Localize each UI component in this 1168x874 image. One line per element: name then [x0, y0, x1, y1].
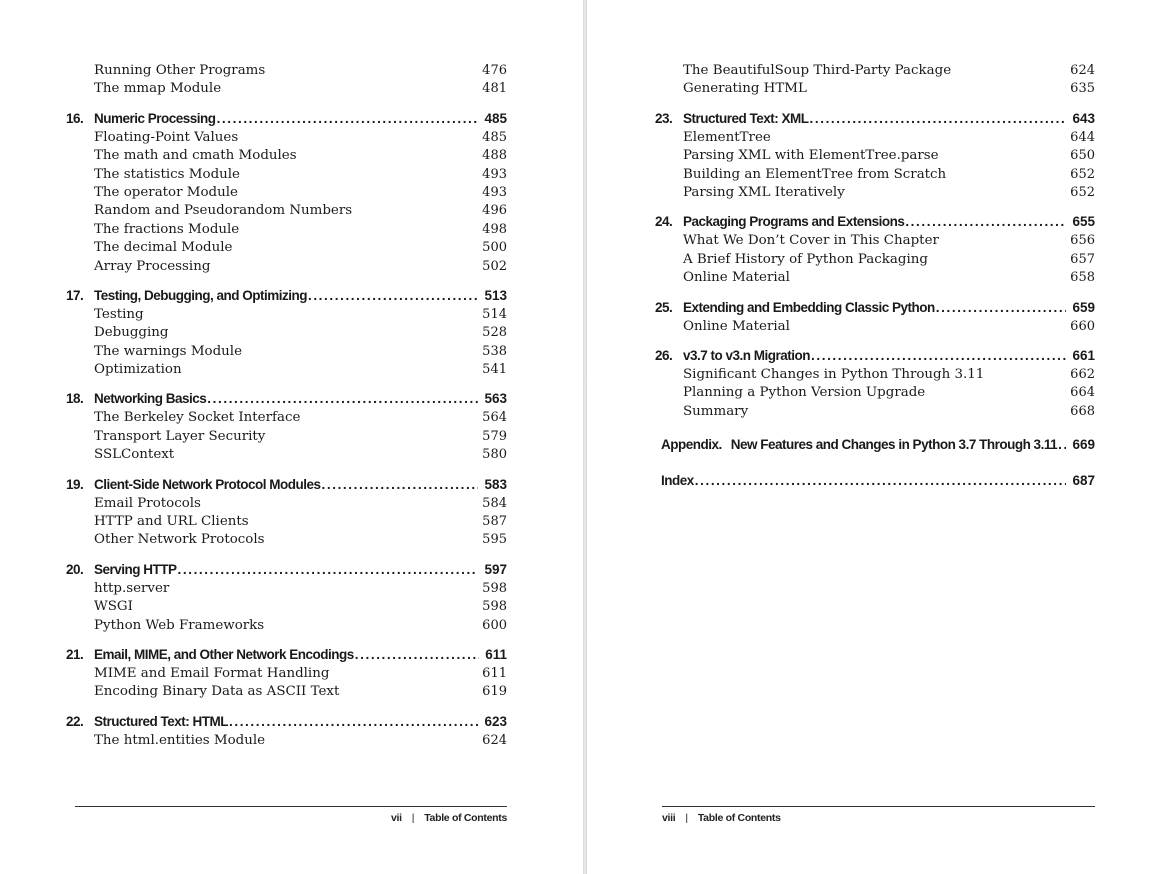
- chapter-page-number: 583: [484, 476, 507, 492]
- section-title: Parsing XML with ElementTree.parse: [683, 148, 939, 164]
- toc-section-entry[interactable]: [66, 665, 507, 683]
- dot-leader: [811, 346, 1066, 366]
- section-page-number: 619: [482, 684, 507, 700]
- appendix-page-number: 669: [1072, 437, 1095, 453]
- chapter-page-number: 611: [485, 646, 507, 662]
- section-title: The statistics Module: [94, 166, 240, 182]
- section-page-number: 488: [482, 148, 507, 164]
- section-page-number: 538: [482, 343, 507, 359]
- toc-section-entry[interactable]: [66, 221, 507, 239]
- chapter-page-number: 563: [484, 391, 507, 407]
- toc-chapter-entry[interactable]: [66, 645, 507, 665]
- section-title: A Brief History of Python Packaging: [683, 251, 928, 267]
- right-page: [587, 0, 1168, 874]
- footer-separator: |: [411, 812, 415, 824]
- section-page-number: 564: [482, 410, 507, 426]
- dot-leader: [695, 471, 1067, 491]
- section-title: The Berkeley Socket Interface: [94, 410, 301, 426]
- dot-leader: [308, 286, 478, 306]
- section-page-number: 514: [482, 306, 507, 322]
- section-title: Generating HTML: [683, 81, 807, 97]
- toc-section-entry[interactable]: [66, 428, 507, 446]
- section-title: Running Other Programs: [94, 63, 266, 78]
- toc-section-entry[interactable]: [66, 531, 507, 549]
- section-page-number: 650: [1070, 148, 1095, 164]
- toc-section-entry[interactable]: [66, 446, 507, 464]
- toc-section-entry[interactable]: [66, 598, 507, 616]
- toc-chapter-entry[interactable]: [655, 298, 1095, 318]
- section-page-number: 485: [482, 129, 507, 145]
- section-page-number: 664: [1070, 385, 1095, 401]
- footer-title: Table of Contents: [697, 812, 781, 824]
- section-title: Testing: [94, 306, 144, 322]
- toc-section-entry[interactable]: [66, 495, 507, 513]
- section-page-number: 493: [482, 166, 507, 182]
- section-title: The warnings Module: [94, 343, 242, 359]
- toc-section-entry[interactable]: [66, 147, 507, 165]
- section-page-number: 662: [1070, 366, 1095, 382]
- section-page-number: 652: [1070, 184, 1095, 200]
- section-page-number: 598: [482, 599, 507, 615]
- section-page-number: 598: [482, 580, 507, 596]
- section-title: Parsing XML Iteratively: [683, 184, 845, 200]
- toc-section-entry[interactable]: [66, 617, 507, 635]
- appendix-label: Appendix.: [661, 437, 722, 453]
- section-title: ElementTree: [683, 129, 771, 145]
- toc-section-entry[interactable]: [655, 403, 1095, 421]
- section-title: Planning a Python Version Upgrade: [683, 385, 926, 401]
- section-page-number: 657: [1070, 251, 1095, 267]
- toc-section-entry[interactable]: [66, 361, 507, 379]
- section-title: The math and cmath Modules: [94, 148, 297, 164]
- section-title: Significant Changes in Python Through 3.11: [683, 366, 985, 382]
- section-title: Debugging: [94, 325, 169, 341]
- chapter-number: 23.: [655, 110, 673, 126]
- toc-index-entry[interactable]: [655, 471, 1095, 491]
- toc-section-entry[interactable]: [655, 269, 1095, 287]
- appendix-title: New Features and Changes in Python 3.7 Through 3.11: [730, 437, 1058, 453]
- section-page-number: 580: [482, 447, 507, 463]
- section-page-number: 668: [1070, 403, 1095, 419]
- dot-leader: [178, 560, 479, 580]
- index-title: Index: [661, 473, 694, 489]
- section-page-number: 476: [482, 63, 507, 78]
- chapter-title: Email, MIME, and Other Network Encodings: [94, 646, 354, 662]
- toc-chapter-entry[interactable]: [655, 346, 1095, 366]
- section-page-number: 500: [482, 240, 507, 256]
- chapter-page-number: 597: [484, 561, 507, 577]
- section-title: Online Material: [683, 318, 790, 334]
- chapter-number: 21.: [66, 646, 84, 662]
- section-page-number: 595: [482, 532, 507, 548]
- chapter-title: Structured Text: HTML: [94, 713, 228, 729]
- section-title: MIME and Email Format Handling: [94, 665, 330, 681]
- chapter-page-number: 643: [1072, 110, 1095, 126]
- footer-separator: |: [685, 812, 688, 824]
- section-title: WSGI: [94, 599, 133, 615]
- chapter-number: 24.: [655, 214, 673, 230]
- toc-section-entry[interactable]: [66, 732, 507, 750]
- footer-rule: [662, 806, 1095, 807]
- section-page-number: 624: [482, 732, 507, 748]
- toc-chapter-entry[interactable]: [655, 109, 1095, 129]
- toc-section-entry[interactable]: [66, 343, 507, 361]
- footer-page-number: vii: [390, 812, 402, 824]
- toc-appendix-entry[interactable]: [655, 435, 1095, 455]
- toc-section-entry[interactable]: [655, 62, 1095, 80]
- chapter-number: 16.: [66, 110, 84, 126]
- toc-section-entry[interactable]: [655, 232, 1095, 250]
- toc-section-entry[interactable]: [66, 80, 507, 98]
- dot-leader: [207, 389, 478, 409]
- section-page-number: 502: [482, 258, 507, 274]
- chapter-number: 19.: [66, 476, 84, 492]
- left-page: [0, 0, 583, 874]
- section-title: Random and Pseudorandom Numbers: [94, 203, 353, 219]
- section-page-number: 635: [1070, 81, 1095, 97]
- section-page-number: 493: [482, 184, 507, 200]
- section-page-number: 660: [1070, 318, 1095, 334]
- chapter-page-number: 485: [484, 110, 507, 126]
- chapter-page-number: 659: [1072, 299, 1095, 315]
- toc-chapter-entry[interactable]: [66, 712, 507, 732]
- chapter-number: 26.: [655, 347, 673, 363]
- footer-page-number: viii: [662, 812, 676, 824]
- section-title: The html.entities Module: [94, 732, 266, 748]
- toc-section-entry[interactable]: [66, 409, 507, 427]
- section-title: The decimal Module: [94, 240, 233, 256]
- continued-sections: [66, 62, 507, 99]
- chapter-number: 20.: [66, 561, 84, 577]
- chapter-title: Packaging Programs and Extensions: [683, 214, 905, 230]
- chapter-list: [655, 109, 1095, 421]
- chapter-title: v3.7 to v3.n Migration: [683, 347, 811, 363]
- toc-section-entry[interactable]: [655, 129, 1095, 147]
- dot-leader: [229, 712, 478, 732]
- toc-section-entry[interactable]: [66, 202, 507, 220]
- toc-section-entry[interactable]: [66, 129, 507, 147]
- dot-leader: [355, 645, 479, 665]
- section-title: Array Processing: [94, 258, 211, 274]
- section-page-number: 624: [1070, 63, 1095, 78]
- section-page-number: 541: [482, 362, 507, 378]
- section-title: Online Material: [683, 270, 790, 286]
- page-footer: [391, 812, 507, 824]
- chapter-title: Networking Basics: [94, 391, 207, 407]
- toc-section-entry[interactable]: [655, 166, 1095, 184]
- section-title: The BeautifulSoup Third-Party Package: [683, 63, 952, 78]
- footer-rule: [75, 806, 507, 807]
- chapter-title: Serving HTTP: [94, 561, 177, 577]
- section-title: The fractions Module: [94, 221, 240, 237]
- section-title: Floating-Point Values: [94, 129, 239, 145]
- toc-section-entry[interactable]: [655, 366, 1095, 384]
- section-title: Summary: [683, 403, 749, 419]
- chapter-title: Client-Side Network Protocol Modules: [94, 476, 321, 492]
- section-title: Building an ElementTree from Scratch: [683, 166, 947, 182]
- toc-left: [66, 62, 507, 750]
- chapter-page-number: 655: [1072, 214, 1095, 230]
- section-page-number: 481: [482, 81, 507, 97]
- section-page-number: 579: [482, 428, 507, 444]
- section-page-number: 644: [1070, 129, 1095, 145]
- chapter-number: 22.: [66, 713, 84, 729]
- section-page-number: 600: [482, 617, 507, 633]
- section-title: The operator Module: [94, 184, 238, 200]
- toc-chapter-entry[interactable]: [66, 560, 507, 580]
- section-page-number: 656: [1070, 233, 1095, 249]
- dot-leader: [905, 212, 1066, 232]
- dot-leader: [322, 475, 479, 495]
- toc-section-entry[interactable]: [66, 239, 507, 257]
- section-title: Transport Layer Security: [94, 428, 266, 444]
- toc-section-entry[interactable]: [66, 184, 507, 202]
- toc-section-entry[interactable]: [655, 384, 1095, 402]
- chapter-number: 18.: [66, 391, 84, 407]
- section-title: What We Don’t Cover in This Chapter: [683, 233, 939, 249]
- toc-section-entry[interactable]: [655, 80, 1095, 98]
- toc-section-entry[interactable]: [66, 580, 507, 598]
- toc-chapter-entry[interactable]: [66, 389, 507, 409]
- section-page-number: 584: [482, 495, 507, 511]
- section-title: SSLContext: [94, 447, 175, 463]
- chapter-title: Numeric Processing: [94, 110, 216, 126]
- chapter-title: Extending and Embedding Classic Python: [683, 299, 935, 315]
- chapter-page-number: 623: [484, 713, 507, 729]
- toc-section-entry[interactable]: [66, 62, 507, 80]
- section-title: Optimization: [94, 362, 182, 378]
- chapter-page-number: 661: [1072, 347, 1095, 363]
- section-page-number: 652: [1070, 166, 1095, 182]
- toc-section-entry[interactable]: [66, 166, 507, 184]
- toc-section-entry[interactable]: [66, 306, 507, 324]
- section-page-number: 587: [482, 514, 507, 530]
- section-page-number: 658: [1070, 270, 1095, 286]
- toc-chapter-entry[interactable]: [66, 475, 507, 495]
- dot-leader: [810, 109, 1067, 129]
- toc-section-entry[interactable]: [66, 258, 507, 276]
- dot-leader: [936, 298, 1067, 318]
- section-title: http.server: [94, 580, 170, 596]
- toc-section-entry[interactable]: [66, 683, 507, 701]
- toc-section-entry[interactable]: [655, 318, 1095, 336]
- chapter-page-number: 513: [484, 287, 507, 303]
- toc-chapter-entry[interactable]: [66, 109, 507, 129]
- index-page-number: 687: [1072, 473, 1095, 489]
- section-title: Other Network Protocols: [94, 532, 265, 548]
- toc-section-entry[interactable]: [66, 324, 507, 342]
- section-page-number: 611: [482, 665, 507, 681]
- section-title: Email Protocols: [94, 495, 201, 511]
- page-footer: [662, 812, 781, 824]
- section-page-number: 498: [482, 221, 507, 237]
- dot-leader: [1058, 435, 1066, 455]
- section-title: HTTP and URL Clients: [94, 514, 249, 530]
- chapter-title: Structured Text: XML: [683, 110, 809, 126]
- continued-sections: [655, 62, 1095, 99]
- section-title: Python Web Frameworks: [94, 617, 265, 633]
- chapter-list: [66, 109, 507, 750]
- section-page-number: 496: [482, 203, 507, 219]
- chapter-title: Testing, Debugging, and Optimizing: [94, 287, 307, 303]
- toc-section-entry[interactable]: [655, 147, 1095, 165]
- section-page-number: 528: [482, 325, 507, 341]
- dot-leader: [217, 109, 479, 129]
- chapter-number: 25.: [655, 299, 673, 315]
- toc-section-entry[interactable]: [66, 513, 507, 531]
- toc-chapter-entry[interactable]: [66, 286, 507, 306]
- section-title: Encoding Binary Data as ASCII Text: [94, 684, 340, 700]
- chapter-number: 17.: [66, 287, 84, 303]
- footer-title: Table of Contents: [424, 812, 507, 824]
- toc-section-entry[interactable]: [655, 184, 1095, 202]
- toc-chapter-entry[interactable]: [655, 212, 1095, 232]
- section-title: The mmap Module: [94, 81, 222, 97]
- toc-section-entry[interactable]: [655, 251, 1095, 269]
- toc-right: [655, 62, 1095, 491]
